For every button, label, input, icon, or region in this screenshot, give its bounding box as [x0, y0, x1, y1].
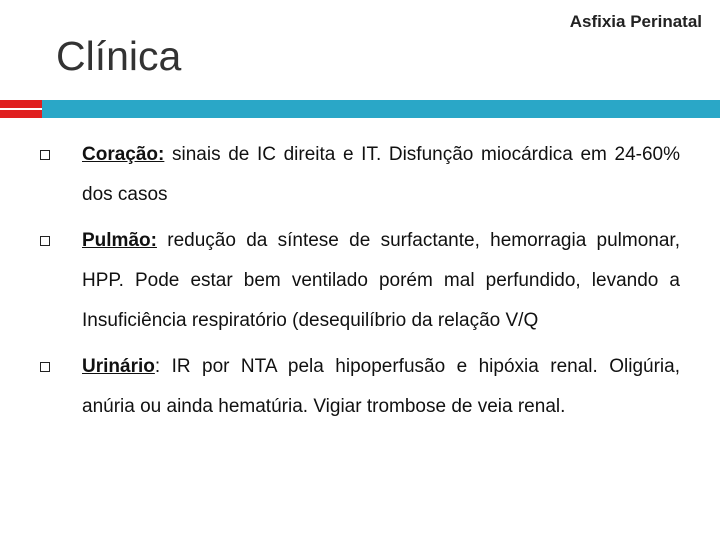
bullet-label: Pulmão:: [82, 230, 157, 251]
bullet-label: Coração:: [82, 144, 165, 165]
bullet-coracao: [40, 135, 680, 215]
bullet-body: redução da síntese de surfactante, hemorragia pulmonar, HPP. Pode estar bem ventilado porém mal perfundido, levando a Insuficiência respiratório (desequilíbrio da relação V/Q: [82, 230, 680, 331]
bullet-urinario: [40, 347, 680, 427]
bullet-label: Urinário: [82, 356, 155, 377]
bullet-text: [82, 135, 680, 215]
divider-teal-bar: [42, 100, 720, 118]
hollow-square-icon: [40, 362, 50, 372]
bullet-list: [40, 135, 680, 433]
hollow-square-icon: [40, 150, 50, 160]
bullet-text: [82, 347, 680, 427]
bullet-body: : IR por NTA pela hipoperfusão e hipóxia renal. Oligúria, anúria ou ainda hematúria. Vigiar trombose de veia renal.: [82, 356, 680, 417]
bullet-pulmao: [40, 221, 680, 341]
divider-white-line: [0, 108, 42, 110]
hollow-square-icon: [40, 236, 50, 246]
header-title: Asfixia Perinatal: [569, 12, 702, 31]
slide-title: Clínica: [56, 33, 182, 79]
title-divider: [0, 100, 720, 118]
bullet-body: sinais de IC direita e IT. Disfunção miocárdica em 24-60% dos casos: [82, 144, 680, 205]
bullet-text: [82, 221, 680, 341]
